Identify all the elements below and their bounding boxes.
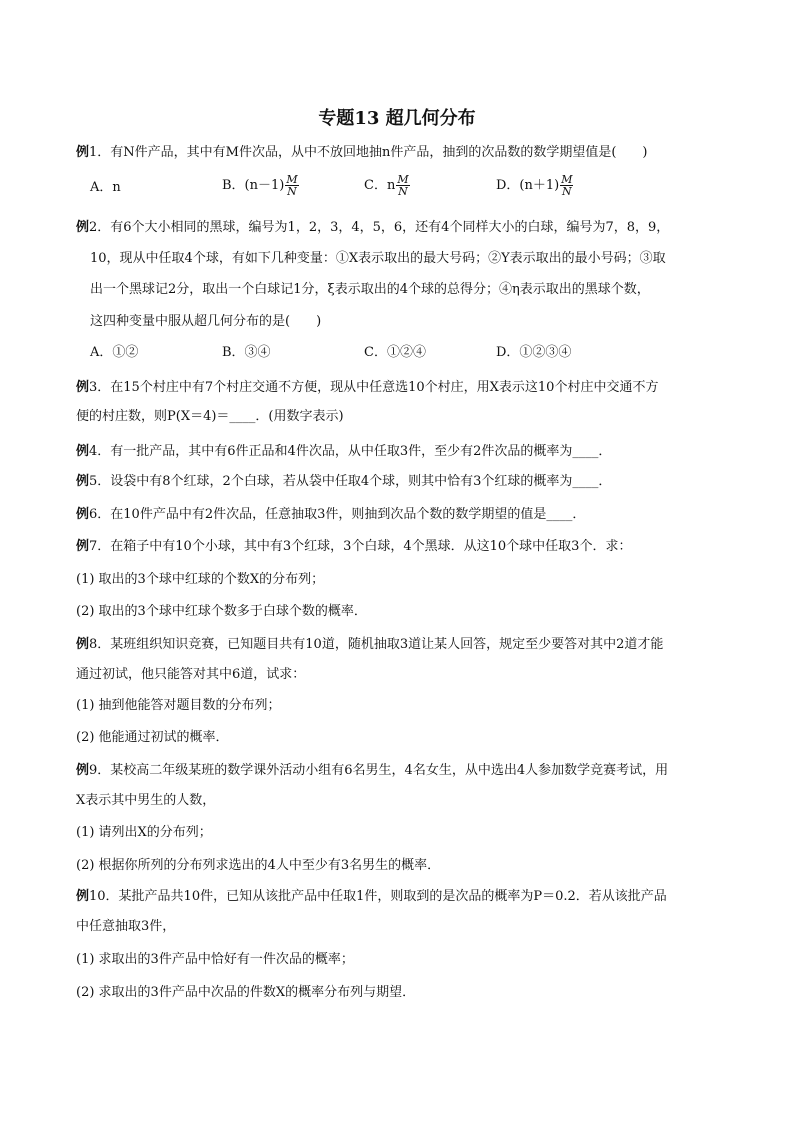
- ex2-option-b: B．③④: [222, 345, 271, 360]
- example-1-text: 1．有N件产品，其中有M件次品，从中不放回地抽n件产品，抽到的次品数的数学期望值是( ): [89, 145, 648, 160]
- example-6: [76, 506, 736, 524]
- example-label: 例: [76, 474, 90, 489]
- example-3: [76, 379, 736, 397]
- example-2-line-4: 这四种变量中服从超几何分布的是( ): [90, 314, 322, 329]
- ex2-option-d: D．①②③④: [496, 345, 572, 360]
- example-10-q2: (2) 求取出的3件产品中次品的件数X的概率分布列与期望．: [76, 985, 416, 1000]
- page-title: 专题13 超几何分布: [318, 108, 476, 129]
- example-7: [76, 538, 736, 556]
- ex2-option-a: A．①②: [90, 345, 139, 360]
- example-1: [76, 144, 736, 162]
- example-label: 例: [76, 507, 90, 522]
- example-10: [76, 888, 736, 906]
- example-9-line-1: 9．某校高二年级某班的数学课外活动小组有6名男生，4名女生，从中选出4人参加数学竞赛考试，用: [89, 763, 669, 778]
- example-5-text: 5．设袋中有8个红球，2个白球，若从袋中任取4个球，则其中恰有3个红球的概率为____．: [89, 474, 612, 489]
- example-label: 例: [76, 444, 90, 459]
- example-label: 例: [76, 637, 90, 652]
- example-4-text: 4．有一批产品，其中有6件正品和4件次品，从中任取3件，至少有2件次品的概率为____．: [89, 444, 612, 459]
- example-label: 例: [76, 220, 90, 235]
- example-10-line-1: 10．某批产品共10件，已知从该批产品中任取1件，则取到的是次品的概率为P＝0.2．若从该批产品: [89, 889, 667, 904]
- example-6-text: 6．在10件产品中有2件次品，任意抽取3件，则抽到次品个数的数学期望的值是____．: [89, 507, 586, 522]
- example-8: [76, 636, 736, 654]
- fraction-m-over-n: $\frac{M}{N}$: [397, 173, 409, 198]
- example-label: 例: [76, 145, 90, 160]
- example-2-line-1: 2．有6个大小相同的黑球，编号为1，2，3，4，5，6，还有4个同样大小的白球，编号为7，8，9，: [89, 220, 670, 235]
- example-9: [76, 762, 736, 780]
- example-label: 例: [76, 380, 90, 395]
- example-2-line-2: 10，现从中任取4个球，有如下几种变量：①X表示取出的最大号码；②Y表示取出的最小号码；③取: [90, 251, 666, 266]
- example-3-line-1: 3．在15个村庄中有7个村庄交通不方便，现从中任意选10个村庄，用X表示这10个村庄中交通不方: [89, 380, 659, 395]
- example-5: [76, 473, 736, 491]
- ex2-option-c: C．①②④: [364, 345, 426, 360]
- ex1-option-c: C．n $\frac{M}{N}$: [364, 173, 409, 198]
- example-9-line-2: X表示其中男生的人数，: [76, 793, 216, 808]
- example-8-line-2: 通过初试，他只能答对其中6道，试求：: [76, 667, 306, 682]
- example-9-q2: (2) 根据你所列的分布列求选出的4人中至少有3名男生的概率．: [76, 858, 441, 873]
- example-9-q1: (1) 请列出X的分布列；: [76, 825, 212, 840]
- fraction-m-over-n: $\frac{M}{N}$: [286, 173, 298, 198]
- ex1-option-b: B．(n－1) $\frac{M}{N}$: [222, 173, 298, 198]
- example-8-line-1: 8．某班组织知识竞赛，已知题目共有10道，随机抽取3道让某人回答，规定至少要答对其中2道才能: [89, 637, 664, 652]
- example-4: [76, 443, 736, 461]
- example-7-text: 7．在箱子中有10个小球，其中有3个红球，3个白球，4个黑球．从这10个球中任取3个．求：: [89, 539, 632, 554]
- ex1-option-a: A．n: [90, 180, 121, 195]
- example-10-q1: (1) 求取出的3件产品中恰好有一件次品的概率；: [76, 952, 354, 967]
- example-label: 例: [76, 763, 90, 778]
- example-label: 例: [76, 539, 90, 554]
- example-8-q2: (2) 他能通过初试的概率．: [76, 730, 229, 745]
- example-2-line-3: 出一个黑球记2分，取出一个白球记1分，ξ表示取出的4个球的总得分；④η表示取出的黑球个数，: [90, 282, 650, 297]
- example-2: [76, 219, 736, 237]
- example-label: 例: [76, 889, 90, 904]
- example-7-q1: (1) 取出的3个球中红球的个数X的分布列；: [76, 572, 325, 587]
- example-10-line-2: 中任意抽取3件，: [76, 919, 176, 934]
- example-3-line-2: 便的村庄数，则P(X＝4)＝____．(用数字表示): [76, 409, 344, 424]
- example-8-q1: (1) 抽到他能答对题目数的分布列；: [76, 698, 281, 713]
- example-7-q2: (2) 取出的3个球中红球个数多于白球个数的概率．: [76, 604, 367, 619]
- fraction-m-over-n: $\frac{M}{N}$: [561, 173, 573, 198]
- ex1-option-d: D．(n＋1) $\frac{M}{N}$: [496, 173, 573, 198]
